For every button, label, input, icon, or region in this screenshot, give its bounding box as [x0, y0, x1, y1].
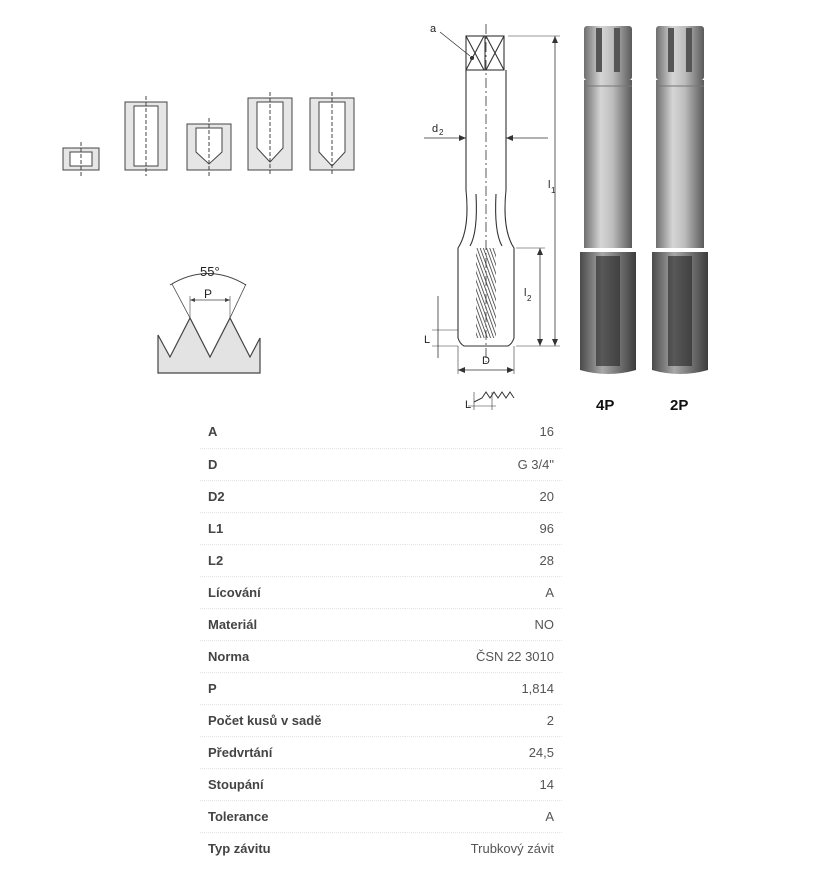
spec-value: 2: [405, 704, 562, 736]
spec-label: Stoupání: [200, 768, 405, 800]
tap-dimension-drawing: [424, 24, 560, 410]
variant-2p-label: 2P: [670, 397, 689, 414]
table-row: [200, 448, 562, 480]
dim-d2-label: d: [432, 123, 439, 135]
spec-value: 16: [405, 416, 562, 448]
table-row: [200, 800, 562, 832]
spec-label: A: [200, 416, 405, 448]
dim-L-label: L: [424, 334, 431, 346]
thread-angle-label: 55°: [200, 264, 220, 279]
spec-label: P: [200, 672, 405, 704]
table-row: [200, 544, 562, 576]
hole-type-2: [125, 96, 167, 176]
spec-value: A: [405, 576, 562, 608]
table-row: [200, 736, 562, 768]
dim-l1-label: l: [548, 179, 551, 191]
spec-label: L2: [200, 544, 405, 576]
hole-type-5: [310, 92, 354, 176]
spec-label: Typ závitu: [208, 840, 271, 856]
spec-value: A: [405, 800, 562, 832]
spec-value: 1,814: [405, 672, 562, 704]
spec-label: L1: [200, 512, 405, 544]
spec-value: Trubkový závit: [470, 840, 554, 856]
spec-value: NO: [405, 608, 562, 640]
spec-value: 28: [405, 544, 562, 576]
spec-label: Norma: [200, 640, 405, 672]
spec-label: Počet kusů v sadě: [200, 704, 405, 736]
table-row: [200, 832, 562, 864]
dim-d2-sub: 2: [439, 128, 444, 137]
table-row: [200, 576, 562, 608]
pitch-label: P: [204, 287, 213, 301]
dim-a-label: a: [430, 23, 437, 35]
table-row: [200, 768, 562, 800]
dim-l2-sub: 2: [527, 294, 532, 303]
table-row: [200, 480, 562, 512]
table-row: [200, 704, 562, 736]
tap-4p-image: [580, 26, 636, 374]
table-row: [200, 512, 562, 544]
table-row: [200, 416, 562, 448]
spec-label: Materiál: [200, 608, 405, 640]
spec-label: Lícování: [200, 576, 405, 608]
spec-label: D2: [200, 480, 405, 512]
spec-label: Tolerance: [200, 800, 405, 832]
table-row: [200, 640, 562, 672]
spec-value: ČSN 22 3010: [405, 640, 562, 672]
spec-value: 14: [405, 768, 562, 800]
spec-label: Předvrtání: [200, 736, 405, 768]
hole-type-1: [63, 142, 99, 176]
dim-L-bottom-label: L: [465, 399, 472, 411]
tap-2p-image: [652, 26, 708, 374]
spec-label: D: [200, 448, 405, 480]
technical-drawing: [0, 0, 828, 420]
dimension-labels: [424, 23, 556, 411]
dim-D-label: D: [482, 355, 490, 367]
table-row: [200, 608, 562, 640]
spec-value: 24,5: [405, 736, 562, 768]
variant-4p-label: 4P: [596, 397, 615, 414]
spec-table-body: [200, 416, 562, 864]
spec-table: [200, 416, 562, 864]
spec-value: G 3/4": [405, 448, 562, 480]
spec-value: 20: [405, 480, 562, 512]
hole-type-4: [248, 92, 292, 176]
dim-l2-label: l: [524, 287, 527, 299]
thread-profile: [158, 264, 260, 373]
hole-type-3: [187, 118, 231, 176]
dim-l1-sub: 1: [551, 186, 556, 195]
table-row: [200, 672, 562, 704]
spec-value: 96: [405, 512, 562, 544]
